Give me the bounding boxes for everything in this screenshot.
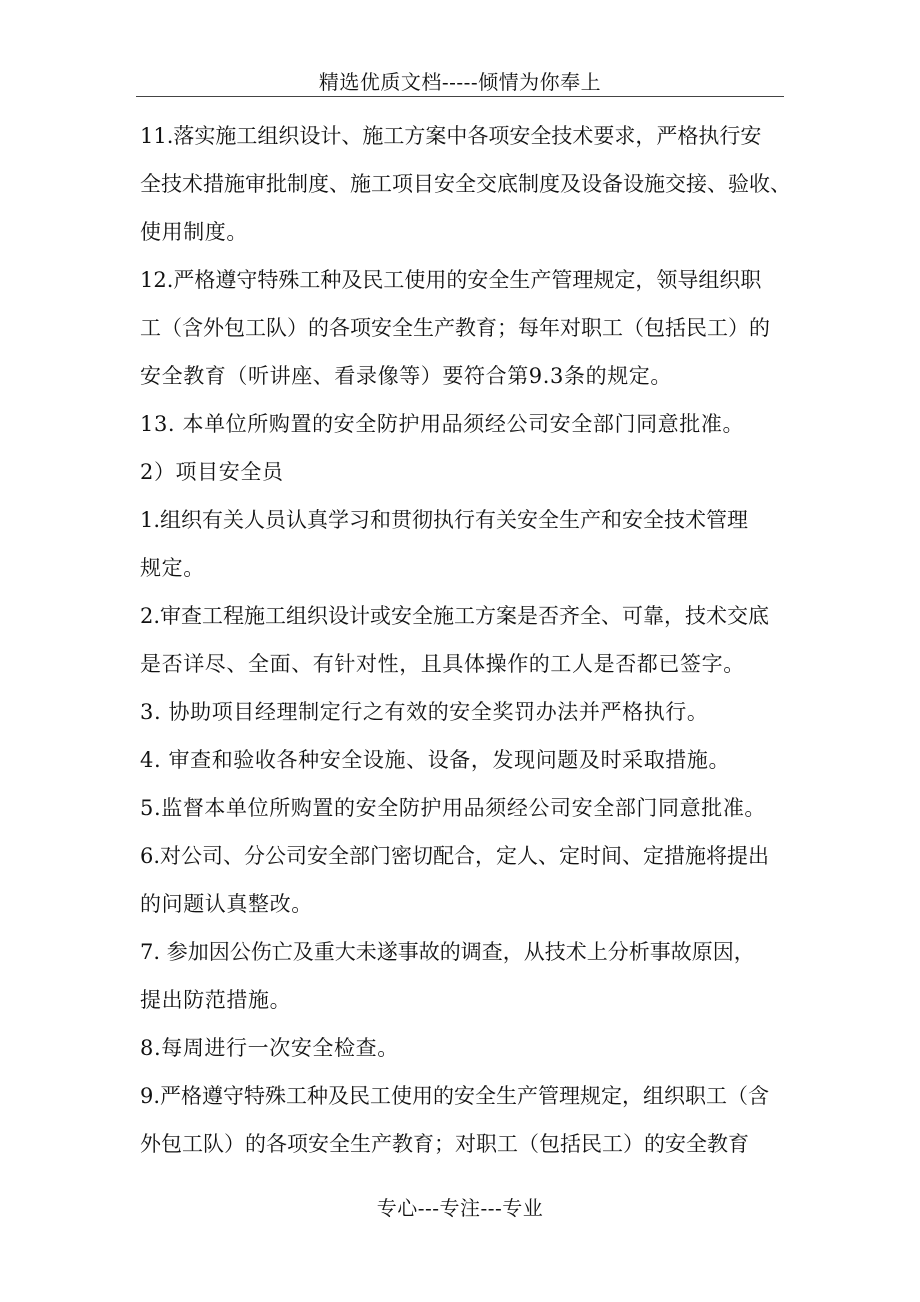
- page-footer: 专心---专注---专业: [376, 1196, 544, 1220]
- body-line: 12.严格遵守特殊工种及民工使用的安全生产管理规定，领导组织职: [140, 268, 762, 292]
- body-line: 7. 参加因公伤亡及重大未遂事故的调查，从技术上分析事故原因，: [140, 940, 755, 964]
- body-line: 3. 协助项目经理制定行之有效的安全奖罚办法并严格执行。: [140, 700, 709, 724]
- body-line: 2.审查工程施工组织设计或安全施工方案是否齐全、可靠，技术交底: [140, 604, 770, 628]
- section-heading: 2）项目安全员: [140, 460, 284, 484]
- body-line: 11.落实施工组织设计、施工方案中各项安全技术要求，严格执行安: [140, 124, 762, 148]
- body-line: 全技术措施审批制度、施工项目安全交底制度及设备设施交接、验收、: [140, 172, 791, 196]
- body-line: 13. 本单位所购置的安全防护用品须经公司安全部门同意批准。: [140, 412, 745, 436]
- body-line: 5.监督本单位所购置的安全防护用品须经公司安全部门同意批准。: [140, 796, 767, 820]
- body-line: 的问题认真整改。: [140, 892, 313, 916]
- body-line: 规定。: [140, 556, 205, 580]
- body-line: 使用制度。: [140, 220, 248, 244]
- body-line: 1.组织有关人员认真学习和贯彻执行有关安全生产和安全技术管理: [140, 508, 749, 532]
- body-line: 8.每周进行一次安全检查。: [140, 1036, 399, 1060]
- body-line: 6.对公司、分公司安全部门密切配合，定人、定时间、定措施将提出: [140, 844, 770, 868]
- header-divider: [136, 96, 784, 97]
- body-line: 外包工队）的各项安全生产教育；对职工（包括民工）的安全教育: [140, 1132, 749, 1156]
- body-line: 提出防范措施。: [140, 988, 292, 1012]
- body-line: 9.严格遵守特殊工种及民工使用的安全生产管理规定，组织职工（含: [140, 1084, 770, 1108]
- body-line: 工（含外包工队）的各项安全生产教育；每年对职工（包括民工）的: [140, 316, 770, 340]
- body-line: 是否详尽、全面、有针对性，且具体操作的工人是否都已签字。: [140, 652, 745, 676]
- document-body: [140, 120, 791, 1176]
- body-line: 安全教育（听讲座、看录像等）要符合第9.3条的规定。: [140, 364, 672, 388]
- page-header: 精选优质文档-----倾情为你奉上: [318, 70, 602, 94]
- body-line: 4. 审查和验收各种安全设施、设备，发现问题及时采取措施。: [140, 748, 731, 772]
